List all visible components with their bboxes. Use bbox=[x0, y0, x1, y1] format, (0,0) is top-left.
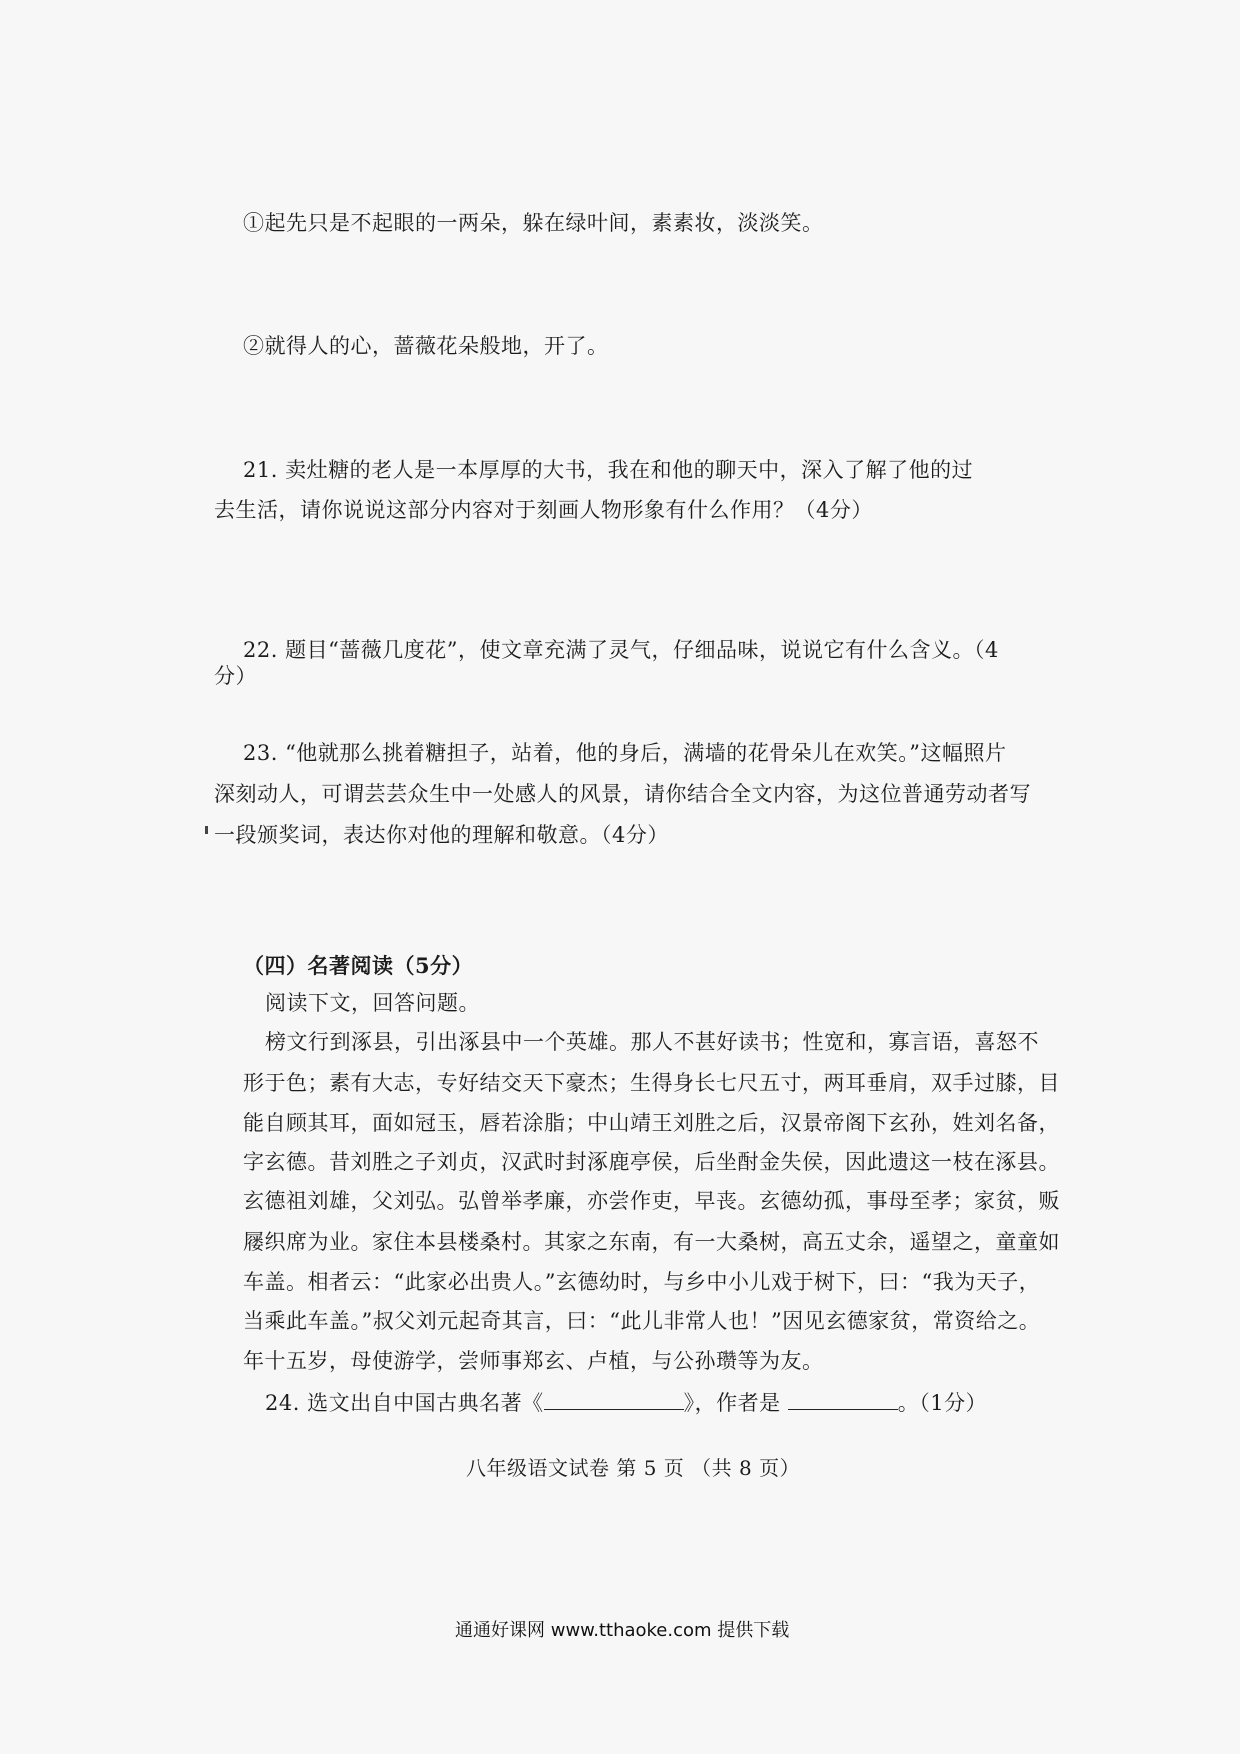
passage-line: 玄德祖刘雄，父刘弘。弘曾举孝廉，亦尝作吏，早丧。玄德幼孤，事母至孝；家贫，贩 bbox=[243, 1189, 1060, 1213]
question-21-line-2: 去生活，请你说说这部分内容对于刻画人物形象有什么作用？（4分） bbox=[214, 498, 873, 522]
passage-line: 榜文行到涿县，引出涿县中一个英雄。那人不甚好读书；性宽和，寡言语，喜怒不 bbox=[265, 1030, 1039, 1054]
book-title-blank[interactable] bbox=[544, 1391, 684, 1410]
site-footer: 通通好课网 www.tthaoke.com 提供下载 bbox=[455, 1620, 790, 1641]
section-instruction: 阅读下文，回答问题。 bbox=[265, 991, 480, 1015]
question-24-mid: 》，作者是 bbox=[683, 1391, 781, 1415]
section-heading: （四）名著阅读（5分） bbox=[243, 953, 474, 978]
question-24-prefix: 24. 选文出自中国古典名著《 bbox=[265, 1391, 544, 1415]
passage-line: 屦织席为业。家住本县楼桑村。其家之东南，有一大桑树，高五丈余，遥望之，童童如 bbox=[243, 1230, 1060, 1254]
question-23-line-1: 23. “他就那么挑着糖担子，站着，他的身后，满墙的花骨朵儿在欢笑。”这幅照片 bbox=[243, 741, 1007, 765]
question-22-line-2: 分） bbox=[214, 664, 257, 688]
passage-line: 形于色；素有大志，专好结交天下豪杰；生得身长七尺五寸，两耳垂肩，双手过膝，目 bbox=[243, 1071, 1060, 1095]
question-23-line-2: 深刻动人，可谓芸芸众生中一处感人的风景，请你结合全文内容，为这位普通劳动者写 bbox=[214, 782, 1031, 806]
scan-mark bbox=[205, 826, 208, 834]
q20-sentence-2: ②就得人的心，蔷薇花朵般地，开了。 bbox=[243, 334, 609, 358]
passage-line: 字玄德。昔刘胜之子刘贞，汉武时封涿鹿亭侯，后坐酎金失侯，因此遗这一枝在涿县。 bbox=[243, 1150, 1060, 1174]
q20-sentence-1: ①起先只是不起眼的一两朵，躲在绿叶间，素素妆，淡淡笑。 bbox=[243, 211, 824, 235]
passage-line: 年十五岁，母使游学，尝师事郑玄、卢植，与公孙瓒等为友。 bbox=[243, 1349, 824, 1373]
question-21-line-1: 21. 卖灶糖的老人是一本厚厚的大书，我在和他的聊天中，深入了解了他的过 bbox=[243, 458, 974, 482]
author-blank[interactable] bbox=[788, 1391, 898, 1410]
passage-line: 车盖。相者云：“此家必出贵人。”玄德幼时，与乡中小儿戏于树下，曰：“我为天子， bbox=[243, 1270, 1041, 1294]
question-22-line-1: 22. 题目“蔷薇几度花”，使文章充满了灵气，仔细品味，说说它有什么含义。（4 bbox=[243, 638, 999, 662]
question-24-suffix: 。（1分） bbox=[897, 1391, 988, 1415]
page-number-footer: 八年级语文试卷 第 5 页 （共 8 页） bbox=[466, 1456, 801, 1480]
question-23-line-3: 一段颁奖词，表达你对他的理解和敬意。（4分） bbox=[214, 823, 669, 847]
passage-line: 当乘此车盖。”叔父刘元起奇其言，曰：“此儿非常人也！”因见玄德家贫，常资给之。 bbox=[243, 1309, 1041, 1333]
question-24 bbox=[265, 1391, 987, 1414]
passage-line: 能自顾其耳，面如冠玉，唇若涂脂；中山靖王刘胜之后，汉景帝阁下玄孙，姓刘名备， bbox=[243, 1111, 1060, 1135]
